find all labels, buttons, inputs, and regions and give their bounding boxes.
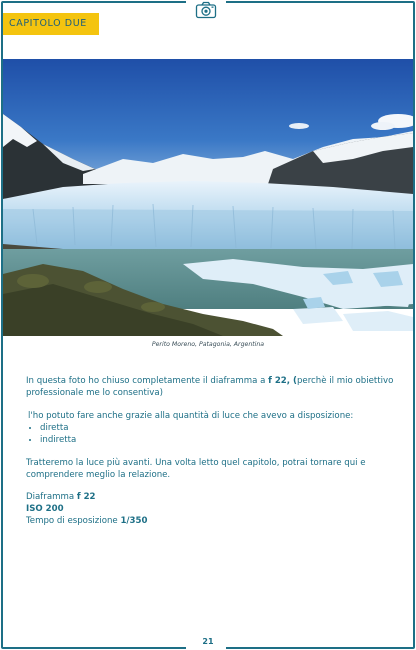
paragraph-aperture-rest: perchè il mio obiettivo professionale me lo consentiva) [26,376,394,398]
page-number: 21 [202,637,214,646]
photo-caption: Perito Moreno, Patagonia, Argentina [151,341,265,348]
glacier-photo [3,59,413,336]
exposure-label: Tempo di esposizione [26,516,121,526]
aperture-value: f 22 [76,492,96,502]
iso-value: ISO 200 [26,504,64,514]
aperture-highlight: f 22, ( [268,376,297,386]
camera-icon [195,1,217,19]
bullet-list [26,423,396,447]
paragraph-next-chapter: Tratteremo la luce più avanti. Una volta letto quel capitolo, potrai tornare qui e comprendere meglio la relazione. [26,458,366,480]
bullet-item-indiretta: • indiretta [40,435,396,447]
bullet-item-diretta: • diretta [40,423,396,435]
settings-iso [26,504,396,516]
settings-exposure [26,516,396,528]
aperture-label: Diaframma [26,492,77,502]
exposure-value: 1/350 [120,516,148,526]
paragraph-aperture-text: In questa foto ho chiuso completamente il diaframma a [26,376,269,386]
paragraph-light: l'ho potuto fare anche grazie alla quantità di luce che avevo a disposizione: [28,411,354,421]
paragraph-aperture [26,376,396,400]
chapter-label: CAPITOLO DUE [3,13,99,35]
settings-aperture [26,492,396,504]
